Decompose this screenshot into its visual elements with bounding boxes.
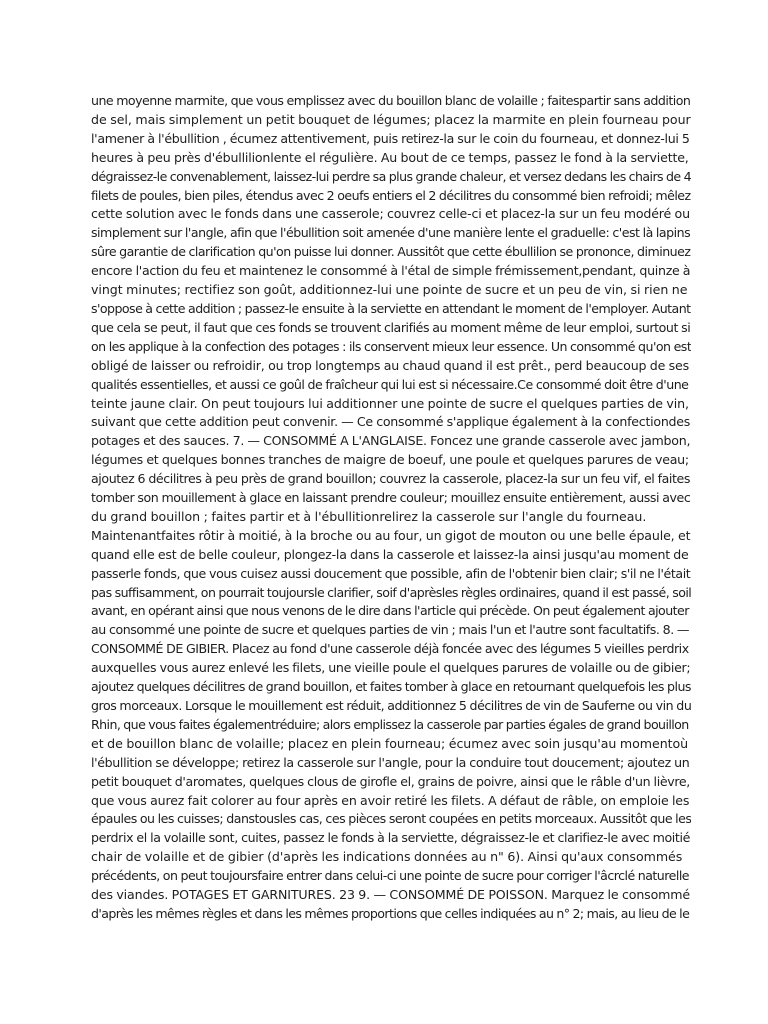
text-line: qualités essentielles, et aussi ce goûl de fraîcheur qui lui est si nécessaire.Ce consommé doit être d'une bbox=[91, 376, 689, 392]
text-line: du grand bouillon ; faites partir et à l'ébullitionrelirez la casserole sur l'angle du fourneau. bbox=[91, 508, 647, 524]
text-line: légumes et quelques bonnes tranches de maigre de boeuf, une poule et quelques parures de veau; bbox=[91, 452, 689, 468]
text-line: au consommé une pointe de sucre et quelques parties de vin ; mais l'un et l'autre sont facultatifs. 8. — bbox=[91, 622, 690, 638]
text-line: que cela se peut, il faut que ces fonds se trouvent clarifiés au moment même de leur emploi, surtout si bbox=[91, 319, 691, 335]
text-line: précédents, on peut toujoursfaire entrer dans celui-ci une pointe de sucre pour corriger l'âcrclé naturelle bbox=[91, 868, 690, 884]
text-line: chair de volaille et de gibier (d'après les indications données au n" 6). Ainsi qu'aux consommés bbox=[91, 849, 683, 865]
text-line: l'ébullition se développe; retirez la casserole sur l'angle, pour la conduire tout doucement; ajoutez un bbox=[91, 754, 690, 770]
text-line: suivant que cette addition peut convenir. — Ce consommé s'applique également à la confectiondes bbox=[91, 414, 691, 430]
text-line: heures à peu près d'ébullilionlente el régulière. Au bout de ce temps, passez le fond à la serviette, bbox=[91, 149, 689, 165]
text-line: s'oppose à cette addition ; passez-le ensuite à la serviette en attendant le moment de l'employer. Autant bbox=[91, 300, 691, 316]
text-line: tomber son mouillement à glace en laissant prendre couleur; mouillez ensuite entièrement, aussi avec bbox=[91, 490, 691, 506]
text-line: quand elle est de belle couleur, plongez-la dans la casserole et laissez-la ainsi jusqu'au moment de bbox=[91, 546, 689, 562]
text-line: teinte jaune clair. On peut toujours lui additionner une pointe de sucre el quelques parties de vin, bbox=[91, 395, 689, 411]
text-line: et de bouillon blanc de volaille; placez en plein fourneau; écumez avec soin jusqu'au momentoù bbox=[91, 735, 689, 751]
text-line: simplement sur l'angle, afin que l'ébullition soit amenée d'une manière lente el graduelle: c'est là lapins bbox=[91, 225, 691, 241]
text-line: des viandes. POTAGES ET GARNITURES. 23 9. — CONSOMMÉ DE POISSON. Marquez le consommé bbox=[91, 887, 691, 903]
text-line: ajoutez quelques décilitres de grand bouillon, et faites tomber à glace en retournant quelquefois les plus bbox=[91, 679, 691, 695]
text-line: d'après les mêmes règles et dans les mêmes proportions que celles indiquées au n° 2; mais, au lieu de le bbox=[91, 905, 690, 921]
text-line: Rhin, que vous faites égalementréduire; alors emplissez la casserole par parties égales de grand bouillon bbox=[91, 716, 689, 732]
text-line: pas suffisamment, on pourrait toujoursle clarifier, soif d'aprèsles règles ordinaires, quand il est passé, soil bbox=[91, 584, 691, 600]
text-line: gros morceaux. Lorsque le mouillement est réduit, additionnez 5 décilitres de vin de Sauferne ou vin du bbox=[91, 698, 691, 713]
text-line: l'amener à l'ébullition , écumez attentivement, puis retirez-la sur le coin du fourneau, et donnez-lui 5 bbox=[91, 130, 690, 146]
text-line: perdrix el la volaille sont, cuites, passez le fonds à la serviette, dégraissez-le et clarifiez-le avec moitié bbox=[91, 830, 690, 846]
text-line: passerle fonds, que vous cuisez aussi doucement que possible, afin de l'obtenir bien clair; s'il ne l'était bbox=[91, 565, 691, 581]
body-text bbox=[91, 92, 691, 924]
text-line: une moyenne marmite, que vous emplissez avec du bouillon blanc de volaille ; faitespartir sans addition bbox=[91, 93, 691, 108]
text-line: que vous aurez fait colorer au four après en avoir retiré les filets. A défaut de râble, on emploie les bbox=[91, 792, 690, 808]
text-line: cette solution avec le fonds dans une casserole; couvrez celle-ci et placez-la sur un feu modéré ou bbox=[91, 206, 690, 222]
text-line: vingt minutes; rectifiez son goût, additionnez-lui une pointe de sucre et un peu de vin, si rien ne bbox=[91, 282, 688, 298]
text-line: petit bouquet d'aromates, quelques clous de girofle el, grains de poivre, ainsi que le râble d'un lièvre, bbox=[91, 773, 690, 789]
text-line: CONSOMMÉ DE GIBIER. Placez au fond d'une casserole déjà foncée avec des légumes 5 vieilles perdrix bbox=[91, 641, 689, 657]
text-line: auxquelles vous aurez enlevé les filets, une vieille poule el quelques parures de volaille ou de gibier; bbox=[91, 660, 691, 676]
text-line: encore l'action du feu et maintenez le consommé à l'étal de simple frémissement,pendant, quinze à bbox=[91, 263, 691, 279]
text-line: sûre garantie de clarification qu'on puisse lui donner. Aussitôt que cette ébullilion se prononce, diminuez bbox=[91, 244, 691, 260]
text-line: avant, en opérant ainsi que nous venons de le dire dans l'article qui précède. On peut également ajouter bbox=[91, 603, 689, 619]
text-line: ajoutez 6 décilitres à peu près de grand bouillon; couvrez la casserole, placez-la sur un feu vif, el faites bbox=[91, 471, 691, 487]
text-line: filets de poules, bien piles, étendus avec 2 oeufs entiers el 2 décilitres du consommé bien refroidi; mêlez bbox=[91, 187, 691, 203]
text-line: obligé de laisser ou refroidir, ou trop longtemps au chaud quand il est prêt., perd beaucoup de ses bbox=[91, 357, 689, 373]
text-line: épaules ou les cuisses; danstousles cas, ces pièces seront coupées en petits morceaux. Aussitôt que les bbox=[91, 811, 691, 827]
text-line: on les applique à la confection des potages : ils conservent mieux leur essence. Un consommé qu'on est bbox=[91, 338, 691, 354]
text-line: de sel, mais simplement un petit bouquet de légumes; placez la marmite en plein fourneau pour bbox=[91, 111, 691, 127]
text-line: potages et des sauces. 7. — CONSOMMÉ A L'ANGLAISE. Foncez une grande casserole avec jambon, bbox=[91, 433, 691, 449]
text-line: Maintenantfaites rôtir à moitié, à la broche ou au four, un gigot de mouton ou une belle épaule, et bbox=[91, 527, 691, 543]
text-line: dégraissez-le convenablement, laissez-lui perdre sa plus grande chaleur, et versez dedans les chairs de 4 bbox=[91, 168, 691, 184]
